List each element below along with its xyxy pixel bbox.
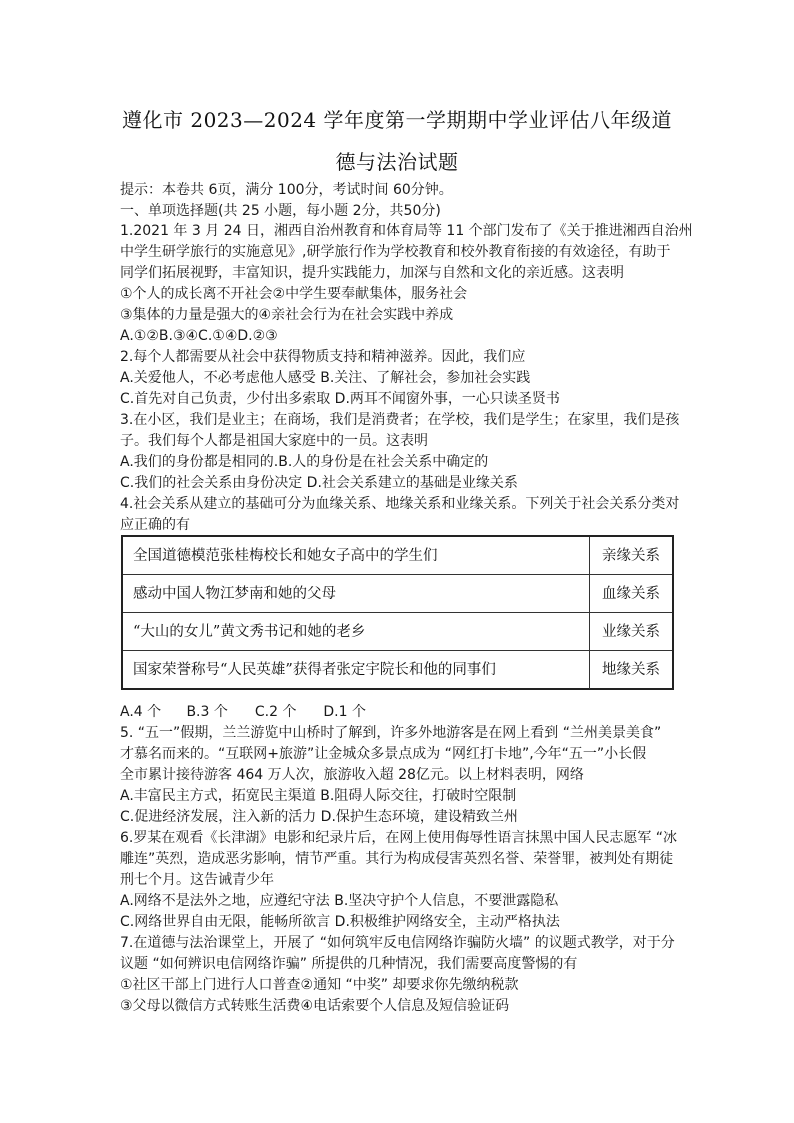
table-row: [123, 575, 672, 613]
table-row: [123, 613, 672, 651]
q4-option-b: B.3 个: [186, 704, 228, 720]
table-cell-type: 业缘关系: [602, 624, 660, 640]
q2-stem: 2.每个人都需要从社会中获得物质支持和精神滋养。因此，我们应: [120, 349, 526, 365]
q5-stem-line3: 全市累计接待游客 464 万人次，旅游收入超 28亿元。以上材料表明，网络: [120, 767, 584, 783]
q3-options-line2: C.我们的社会关系由身份决定 D.社会关系建立的基础是业缘关系: [120, 475, 518, 491]
table-cell-type: 地缘关系: [602, 662, 660, 678]
q1-options: A.①②B.③④C.①④D.②③: [120, 328, 278, 344]
q6-stem-line3: 刑七个月。这告诫青少年: [120, 872, 274, 888]
q5-stem-line2: 才慕名而来的。“互联网+旅游”让金城众多景点成为 “网红打卡地”,今年“五一”小长假: [120, 746, 647, 762]
q4-stem-line2: 应正确的有: [120, 517, 190, 533]
q4-options: [120, 702, 680, 722]
q1-statement-line1: ①个人的成长离不开社会②中学生要奉献集体，服务社会: [120, 286, 468, 302]
q5-stem-line1: 5. “五一”假期，兰兰游览中山桥时了解到，许多外地游客是在网上看到 “兰州美景美食”: [120, 725, 662, 741]
q2-options-line2: C.首先对自己负责，少付出多索取 D.两耳不闻窗外事，一心只读圣贤书: [120, 391, 560, 407]
table-cell-description: “大山的女儿”黄文秀书记和她的老乡: [123, 613, 590, 650]
q5-options-line2: C.促进经济发展，注入新的活力 D.保护生态环境，建设精致兰州: [120, 809, 518, 825]
q6-stem-line1: 6.罗某在观看《长津湖》电影和纪录片后，在网上使用侮辱性语言抹黑中国人民志愿军 “冰: [120, 830, 678, 846]
table-row: [123, 537, 672, 575]
q6-options-line1: A.网络不是法外之地，应遵纪守法 B.坚决守护个人信息，不要泄露隐私: [120, 893, 559, 909]
table-cell-type: 亲缘关系: [602, 548, 660, 564]
exam-notice: 提示：本卷共 6页，满分 100分，考试时间 60分钟。: [120, 182, 453, 198]
q5-options-line1: A.丰富民主方式，拓宽民主渠道 B.阻碍人际交往，打破时空限制: [120, 788, 517, 804]
q3-stem-line1: 3.在小区，我们是业主；在商场，我们是消费者；在学校，我们是学生；在家里，我们是孩: [120, 412, 680, 428]
q1-stem-line1: 1.2021 年 3 月 24 日，湘西自治州教育和体育局等 11 个部门发布了《关于推进湘西自治州: [120, 223, 693, 239]
table-cell-description: 国家荣誉称号“人民英雄”获得者张定宇院长和他的同事们: [123, 651, 590, 689]
q7-statement-line1: ①社区干部上门进行人口普查②通知 “中奖” 却要求你先缴纳税款: [120, 977, 519, 993]
table-cell-type: 血缘关系: [602, 586, 660, 602]
table-cell-description: 全国道德模范张桂梅校长和她女子高中的学生们: [123, 537, 590, 574]
q7-statement-line2: ③父母以微信方式转账生活费④电话索要个人信息及短信验证码: [120, 998, 510, 1014]
section-heading: 一、单项选择题(共 25 小题，每小题 2分，共50分): [120, 203, 441, 219]
q1-stem-line3: 同学们拓展视野，丰富知识，提升实践能力，加深与自然和文化的亲近感。这表明: [120, 265, 624, 281]
q4-stem-line1: 4.社会关系从建立的基础可分为血缘关系、地缘关系和业缘关系。下列关于社会关系分类对: [120, 496, 680, 512]
exam-title-line2: 德与法治试题: [335, 150, 459, 174]
q3-stem-line2: 子。我们每个人都是祖国大家庭中的一员。这表明: [120, 433, 428, 449]
table-row: [123, 651, 672, 689]
q7-stem-line2: 议题 “如何辨识电信网络诈骗” 所提供的几种情况，我们需要高度警惕的有: [120, 956, 578, 972]
table-cell-description: 感动中国人物江梦南和她的父母: [123, 575, 590, 612]
q6-options-line2: C.网络世界自由无限，能畅所欲言 D.积极维护网络安全，主动严格执法: [120, 914, 560, 930]
q6-stem-line2: 雕连”英烈，造成恶劣影响，情节严重。其行为构成侵害英烈名誉、荣誉罪，被判处有期徒: [120, 851, 674, 867]
relationship-table: [121, 535, 674, 690]
q1-stem-line2: 中学生研学旅行的实施意见》,研学旅行作为学校教育和校外教育衔接的有效途径，有助于: [120, 244, 671, 260]
exam-title-line1: 遵化市 2023—2024 学年度第一学期期中学业评估八年级道: [121, 108, 672, 132]
q4-option-d: D.1 个: [323, 704, 366, 720]
q7-stem-line1: 7.在道德与法治课堂上，开展了 “如何筑牢反电信网络诈骗防火墙” 的议题式教学，对于分: [120, 935, 675, 951]
q1-statement-line2: ③集体的力量是强大的④亲社会行为在社会实践中养成: [120, 307, 454, 323]
q3-options-line1: A.我们的身份都是相同的.B.人的身份是在社会关系中确定的: [120, 454, 489, 470]
q2-options-line1: A.关爱他人，不必考虑他人感受 B.关注、了解社会，参加社会实践: [120, 370, 531, 386]
q4-option-c: C.2 个: [254, 704, 297, 720]
q4-option-a: A.4 个: [120, 704, 162, 720]
